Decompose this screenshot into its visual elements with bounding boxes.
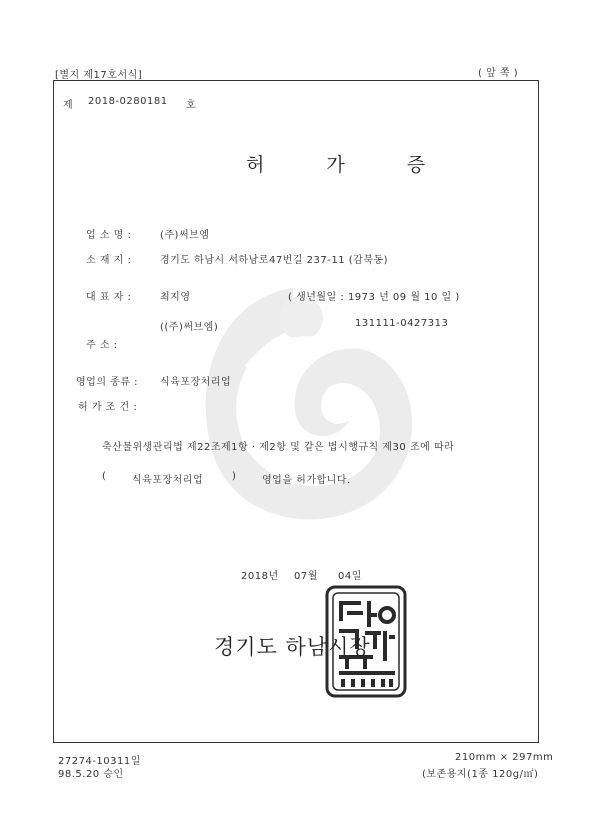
emblem-watermark	[175, 270, 425, 560]
footer-paper-spec: (보존용지(1종 120g/㎡)	[422, 769, 539, 780]
footer-approval: 98.5.20 승인	[58, 769, 124, 780]
location-label: 소 재 지 :	[86, 255, 132, 266]
business-type-value: 식육포장처리업	[160, 377, 232, 388]
corp-name-value: ((주)써브엠)	[160, 322, 219, 333]
date-month: 07월	[294, 571, 318, 582]
date-day: 04일	[338, 571, 362, 582]
side-label: ( 앞 쪽 )	[478, 68, 519, 79]
business-name-value: (주)써브엠	[160, 230, 210, 241]
footer-code: 27274-10311일	[58, 756, 141, 767]
document-number-suffix: 호	[186, 100, 197, 111]
form-label: [별지 제17호서식]	[55, 70, 143, 81]
statement-text: 영업을 허가합니다.	[262, 475, 351, 486]
business-name-label: 업 소 명 :	[86, 230, 132, 241]
conditions-label: 허 가 조 건 :	[78, 402, 138, 413]
birthdate-text: ( 생년월일 : 1973 년 09 월 10 일 )	[288, 292, 460, 303]
statement-paren-close: )	[232, 471, 237, 482]
document-number: 2018-0280181	[88, 96, 168, 107]
representative-value: 최지영	[160, 292, 191, 303]
statement-line-1: 축산물위생관리법 제22조제1항 · 제2항 및 같은 법시행규칙 제30 조에 따라	[102, 442, 455, 453]
corp-number-value: 131111-0427313	[355, 318, 449, 329]
date-year: 2018년	[241, 571, 279, 582]
issuer-name: 경기도 하남시장	[214, 635, 371, 659]
statement-paren-open: (	[102, 471, 107, 482]
document-title: 허 가 증	[246, 154, 454, 176]
address-label: 주 소 :	[86, 340, 118, 351]
representative-label: 대 표 자 :	[86, 292, 132, 303]
statement-business-type: 식육포장처리업	[132, 475, 204, 486]
footer-paper-size: 210mm × 297mm	[455, 752, 554, 763]
business-type-label: 영업의 종류 :	[76, 377, 139, 388]
document-number-prefix: 제	[63, 100, 74, 111]
location-value: 경기도 하남시 서하남로47번길 237-11 (감북동)	[160, 255, 389, 266]
